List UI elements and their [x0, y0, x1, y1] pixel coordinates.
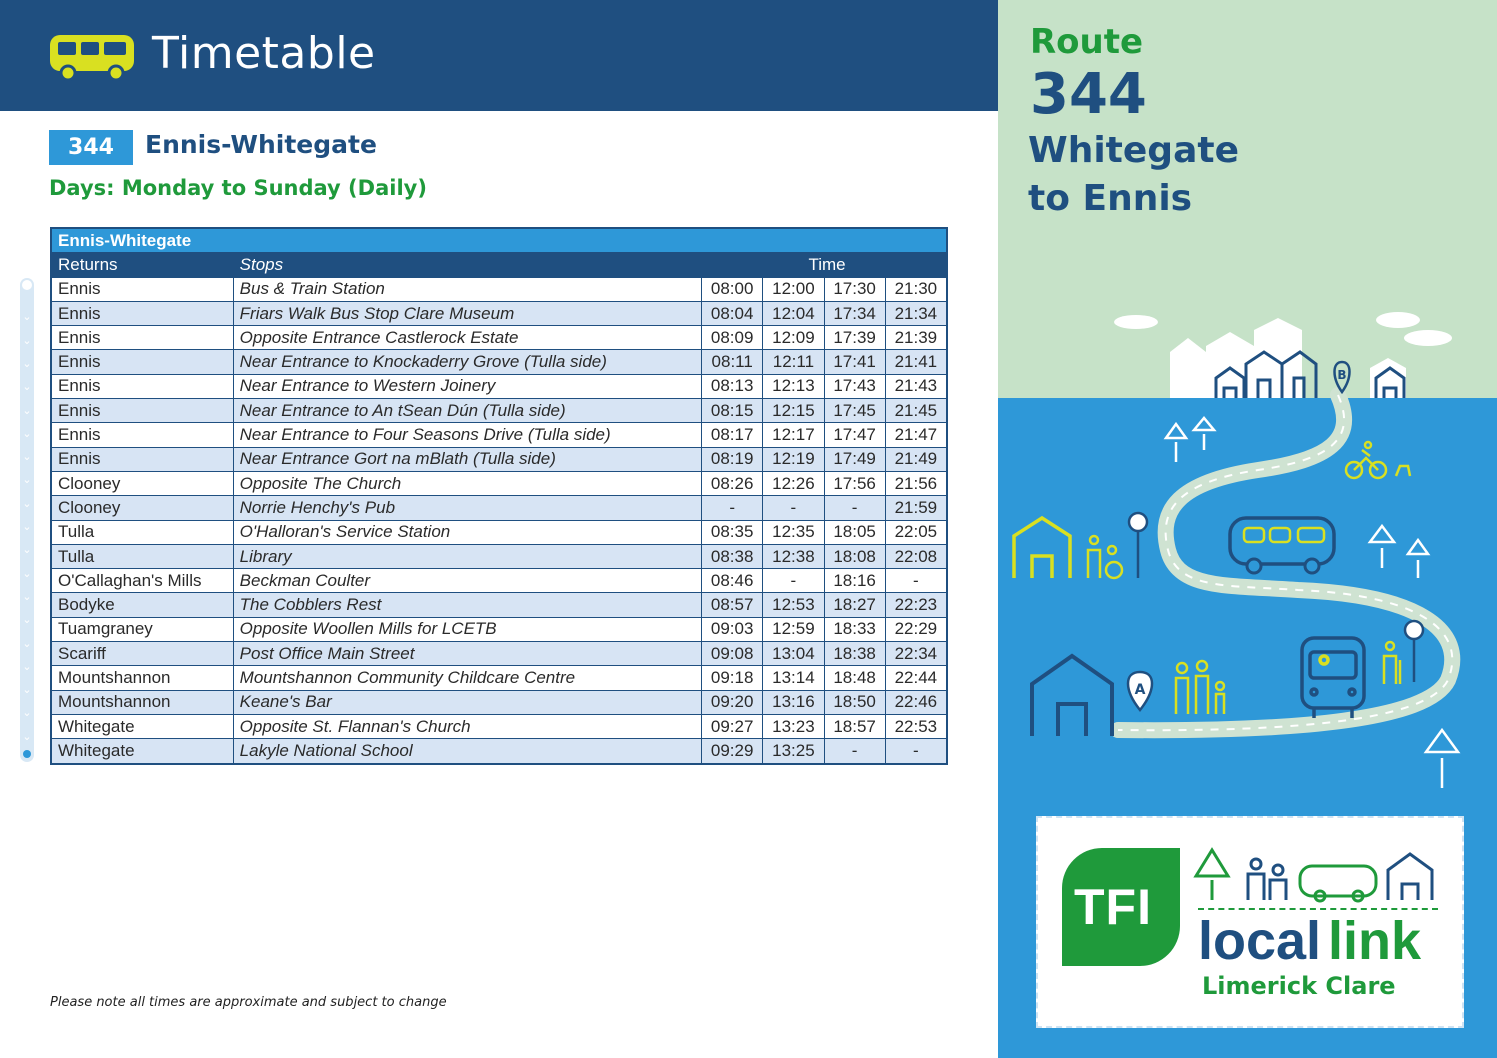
stop-cell: Near Entrance to Knockaderry Grove (Tulla side) [233, 350, 701, 374]
returns-cell: Whitegate [51, 739, 233, 764]
time-cell: 08:35 [702, 520, 763, 544]
time-cell: 21:30 [885, 277, 947, 301]
time-cell: 18:48 [824, 666, 885, 690]
tfi-logo-text: TFI [1074, 879, 1152, 935]
time-cell: 17:49 [824, 447, 885, 471]
time-cell: 13:25 [763, 739, 824, 764]
time-cell: - [885, 739, 947, 764]
houses-icon [1170, 318, 1406, 398]
returns-cell: Ennis [51, 399, 233, 423]
returns-cell: Mountshannon [51, 666, 233, 690]
table-row [51, 277, 947, 301]
logo-link-word: link [1328, 911, 1422, 971]
cyclist-icon [1346, 442, 1410, 478]
time-cell: 08:13 [702, 374, 763, 398]
table-row [51, 447, 947, 471]
returns-cell: Clooney [51, 471, 233, 495]
table-row [51, 471, 947, 495]
stop-cell: Beckman Coulter [233, 569, 701, 593]
header-bar [0, 0, 998, 111]
table-row [51, 593, 947, 617]
chevron-down-icon: ⌄ [22, 636, 32, 650]
time-cell: 22:34 [885, 642, 947, 666]
time-cell: 18:08 [824, 544, 885, 568]
returns-cell: Ennis [51, 350, 233, 374]
timetable [50, 227, 948, 765]
table-row [51, 544, 947, 568]
time-cell: 17:56 [824, 471, 885, 495]
returns-cell: Ennis [51, 423, 233, 447]
time-cell: 18:33 [824, 617, 885, 641]
col-header-stops: Stops [233, 253, 701, 277]
stop-cell: Norrie Henchy's Pub [233, 496, 701, 520]
table-row [51, 520, 947, 544]
stop-cell: Opposite St. Flannan's Church [233, 714, 701, 738]
time-cell: 21:41 [885, 350, 947, 374]
time-cell: 18:50 [824, 690, 885, 714]
logo-region: Limerick Clare [1202, 972, 1396, 1000]
returns-cell: Tulla [51, 544, 233, 568]
table-row [51, 326, 947, 350]
van-icon [1300, 866, 1376, 901]
bus-icon [48, 33, 136, 81]
page-title: Timetable [152, 28, 376, 79]
time-cell: 18:38 [824, 642, 885, 666]
chevron-down-icon: ⌄ [22, 356, 32, 370]
chevron-down-icon: ⌄ [22, 589, 32, 603]
returns-cell: O'Callaghan's Mills [51, 569, 233, 593]
logo-local-word: local [1198, 911, 1322, 971]
stop-cell: Library [233, 544, 701, 568]
time-cell: 08:57 [702, 593, 763, 617]
time-cell: 13:16 [763, 690, 824, 714]
house-icon [1388, 854, 1432, 900]
time-cell: - [763, 569, 824, 593]
time-cell: 17:41 [824, 350, 885, 374]
stop-cell: Post Office Main Street [233, 642, 701, 666]
chevron-down-icon: ⌄ [22, 496, 32, 510]
time-cell: 17:43 [824, 374, 885, 398]
timeline-end-dot [23, 750, 31, 758]
time-cell: 22:44 [885, 666, 947, 690]
time-cell: 22:46 [885, 690, 947, 714]
chevron-down-icon: ⌄ [22, 403, 32, 417]
panel-destination-line1: Whitegate [1028, 130, 1239, 171]
table-row [51, 374, 947, 398]
time-cell: 12:17 [763, 423, 824, 447]
returns-cell: Ennis [51, 326, 233, 350]
time-cell: 09:18 [702, 666, 763, 690]
stop-cell: Friars Walk Bus Stop Clare Museum [233, 301, 701, 325]
chevron-down-icon: ⌄ [22, 520, 32, 533]
returns-cell: Whitegate [51, 714, 233, 738]
time-cell: 21:34 [885, 301, 947, 325]
time-cell: 12:59 [763, 617, 824, 641]
returns-cell: Tulla [51, 520, 233, 544]
time-cell: 18:16 [824, 569, 885, 593]
time-cell: 12:15 [763, 399, 824, 423]
time-cell: 09:20 [702, 690, 763, 714]
table-row [51, 739, 947, 764]
time-cell: 12:00 [763, 277, 824, 301]
time-cell: 17:34 [824, 301, 885, 325]
returns-cell: Mountshannon [51, 690, 233, 714]
time-cell: 21:56 [885, 471, 947, 495]
returns-cell: Ennis [51, 301, 233, 325]
time-cell: 17:45 [824, 399, 885, 423]
table-header-row [51, 253, 947, 277]
table-row [51, 423, 947, 447]
time-cell: - [702, 496, 763, 520]
col-header-returns: Returns [51, 253, 233, 277]
table-row [51, 496, 947, 520]
time-cell: 12:38 [763, 544, 824, 568]
time-cell: 08:38 [702, 544, 763, 568]
table-row [51, 617, 947, 641]
table-row [51, 569, 947, 593]
route-map-illustration [998, 300, 1497, 800]
chevron-down-icon: ⌄ [22, 683, 32, 697]
returns-cell: Scariff [51, 642, 233, 666]
time-cell: 12:09 [763, 326, 824, 350]
returns-cell: Ennis [51, 447, 233, 471]
stop-cell: Near Entrance Gort na mBlath (Tulla side) [233, 447, 701, 471]
chevron-down-icon: ⌄ [22, 426, 32, 440]
time-cell: 18:05 [824, 520, 885, 544]
table-title-row [51, 228, 947, 253]
time-cell: 09:03 [702, 617, 763, 641]
stop-cell: Near Entrance to An tSean Dún (Tulla side) [233, 399, 701, 423]
bus-front-icon [1302, 638, 1364, 718]
house-yellow-icon [1014, 518, 1070, 578]
chevron-down-icon: ⌄ [22, 380, 32, 394]
tree-icon [1196, 850, 1228, 900]
route-panel [998, 0, 1497, 1058]
local-link-icons [1190, 846, 1440, 906]
time-cell: 12:13 [763, 374, 824, 398]
time-cell: 21:59 [885, 496, 947, 520]
time-cell: 08:46 [702, 569, 763, 593]
time-cell: 21:45 [885, 399, 947, 423]
time-cell: - [885, 569, 947, 593]
time-cell: 17:30 [824, 277, 885, 301]
marker-a-label: A [1134, 682, 1146, 698]
chevron-down-icon: ⌄ [22, 566, 32, 580]
chevron-down-icon: ⌄ [22, 450, 32, 464]
time-cell: 08:04 [702, 301, 763, 325]
chevron-down-icon: ⌄ [22, 613, 32, 627]
returns-cell: Clooney [51, 496, 233, 520]
chevron-down-icon: ⌄ [22, 473, 32, 487]
chevron-down-icon: ⌄ [22, 659, 32, 673]
table-row [51, 301, 947, 325]
time-cell: 18:57 [824, 714, 885, 738]
house-navy-icon [1032, 656, 1112, 736]
time-cell: 12:26 [763, 471, 824, 495]
time-cell: 21:49 [885, 447, 947, 471]
time-cell: 08:26 [702, 471, 763, 495]
time-cell: 08:00 [702, 277, 763, 301]
time-cell: 12:11 [763, 350, 824, 374]
stop-cell: The Cobblers Rest [233, 593, 701, 617]
panel-route-number: 344 [1030, 62, 1147, 127]
chevron-down-icon: ⌄ [22, 706, 32, 720]
time-cell: 21:47 [885, 423, 947, 447]
disclaimer-note: Please note all times are approximate and subject to change [50, 995, 447, 1010]
time-cell: 12:04 [763, 301, 824, 325]
time-cell: 22:29 [885, 617, 947, 641]
col-header-time: Time [702, 253, 947, 277]
time-cell: 08:09 [702, 326, 763, 350]
chevron-down-icon: ⌄ [22, 310, 32, 324]
stop-cell: Lakyle National School [233, 739, 701, 764]
route-number-badge: 344 [49, 130, 133, 165]
returns-cell: Tuamgraney [51, 617, 233, 641]
map-marker-a-icon [1128, 672, 1152, 710]
time-cell: 13:23 [763, 714, 824, 738]
table-row [51, 714, 947, 738]
time-cell: 09:29 [702, 739, 763, 764]
panel-destination-line2: to Ennis [1028, 178, 1193, 219]
chevron-down-icon: ⌄ [22, 543, 32, 557]
timeline-start-dot [22, 280, 32, 290]
elderly-person-icon [1384, 642, 1400, 684]
people-icon [1088, 536, 1122, 578]
time-cell: 12:35 [763, 520, 824, 544]
table-row [51, 350, 947, 374]
stop-cell: Mountshannon Community Childcare Centre [233, 666, 701, 690]
time-cell: 13:14 [763, 666, 824, 690]
stop-cell: Opposite Entrance Castlerock Estate [233, 326, 701, 350]
stop-cell: Opposite The Church [233, 471, 701, 495]
time-cell: 22:05 [885, 520, 947, 544]
time-cell: 17:39 [824, 326, 885, 350]
chevron-down-icon: ⌄ [22, 333, 32, 347]
time-cell: 12:19 [763, 447, 824, 471]
returns-cell: Bodyke [51, 593, 233, 617]
time-cell: - [824, 739, 885, 764]
stop-cell: Bus & Train Station [233, 277, 701, 301]
time-cell: - [763, 496, 824, 520]
service-days: Days: Monday to Sunday (Daily) [49, 176, 427, 200]
bus-icon [1230, 518, 1334, 573]
time-cell: 21:39 [885, 326, 947, 350]
time-cell: - [824, 496, 885, 520]
table-row [51, 690, 947, 714]
stop-cell: O'Halloran's Service Station [233, 520, 701, 544]
time-cell: 08:19 [702, 447, 763, 471]
table-row [51, 642, 947, 666]
stop-timeline [20, 278, 34, 762]
tfi-local-link-logo [1036, 816, 1464, 1028]
marker-b-label: B [1337, 368, 1347, 382]
stop-cell: Near Entrance to Four Seasons Drive (Tulla side) [233, 423, 701, 447]
chevron-down-icon: ⌄ [22, 729, 32, 743]
time-cell: 17:47 [824, 423, 885, 447]
stop-cell: Near Entrance to Western Joinery [233, 374, 701, 398]
returns-cell: Ennis [51, 277, 233, 301]
family-icon [1176, 661, 1224, 714]
time-cell: 22:08 [885, 544, 947, 568]
stop-cell: Opposite Woollen Mills for LCETB [233, 617, 701, 641]
table-title: Ennis-Whitegate [51, 228, 947, 253]
table-row [51, 399, 947, 423]
panel-route-label: Route [1030, 22, 1144, 62]
table-row [51, 666, 947, 690]
stop-cell: Keane's Bar [233, 690, 701, 714]
time-cell: 22:23 [885, 593, 947, 617]
time-cell: 08:11 [702, 350, 763, 374]
time-cell: 12:53 [763, 593, 824, 617]
returns-cell: Ennis [51, 374, 233, 398]
time-cell: 09:08 [702, 642, 763, 666]
time-cell: 08:15 [702, 399, 763, 423]
time-cell: 08:17 [702, 423, 763, 447]
time-cell: 09:27 [702, 714, 763, 738]
time-cell: 22:53 [885, 714, 947, 738]
people-icon [1248, 859, 1286, 900]
time-cell: 21:43 [885, 374, 947, 398]
time-cell: 18:27 [824, 593, 885, 617]
route-name: Ennis-Whitegate [145, 130, 377, 159]
time-cell: 13:04 [763, 642, 824, 666]
